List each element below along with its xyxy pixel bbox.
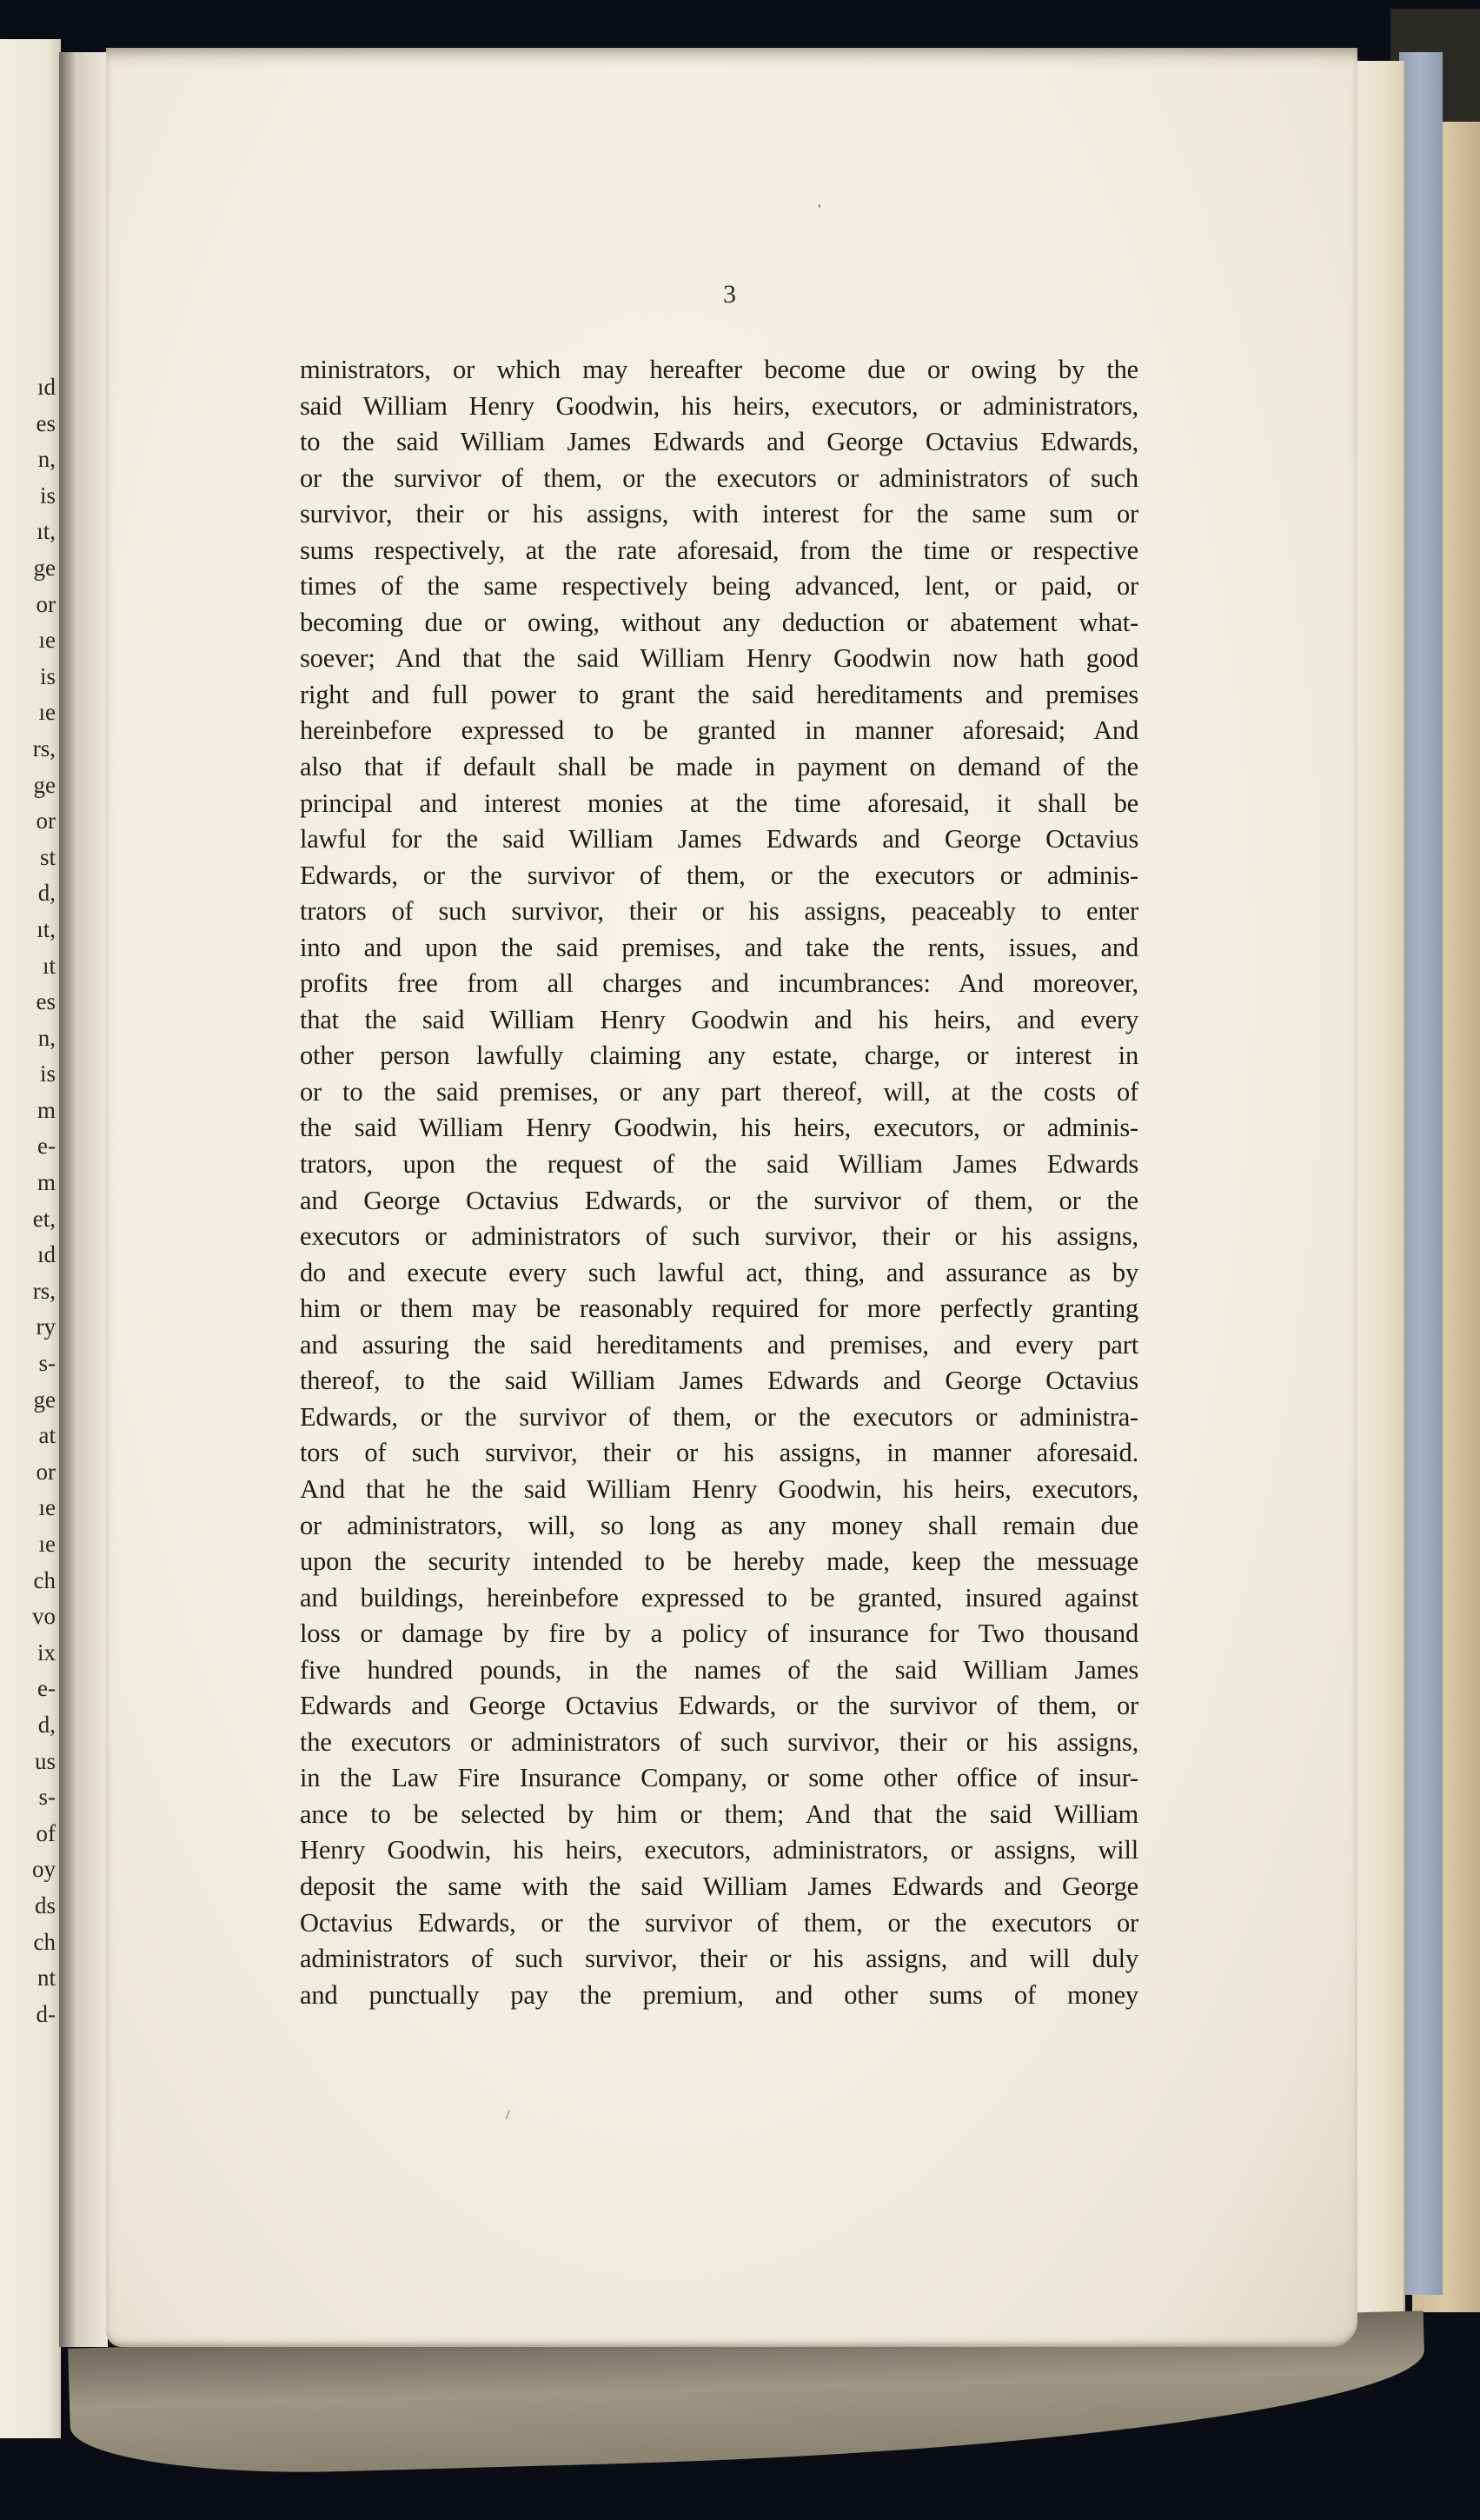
text-line: and assuring the said hereditaments and premises, and every part	[300, 1329, 1138, 1360]
text-line: in the Law Fire Insurance Company, or some other office of insur-	[300, 1763, 1138, 1793]
facing-page-line-fragment: ıe	[38, 699, 56, 726]
facing-page-line-fragment: es	[36, 988, 56, 1015]
facing-page-line-fragment: ıe	[38, 1531, 56, 1557]
text-line: sums respectively, at the rate aforesaid, from the time or respective	[300, 535, 1138, 565]
text-line: other person lawfully claiming any estate, charge, or interest in	[300, 1041, 1138, 1071]
text-line: survivor, their or his assigns, with interest for the same sum or	[300, 499, 1138, 529]
text-line: Edwards, or the survivor of them, or the executors or administra-	[300, 1401, 1138, 1432]
facing-page-line-fragment: ch	[33, 1928, 56, 1955]
facing-page-line-fragment: nt	[37, 1965, 56, 1991]
text-line: upon the security intended to be hereby made, keep the messuage	[300, 1546, 1138, 1577]
facing-page-line-fragment: es	[36, 409, 56, 436]
facing-page-line-fragment: ıt	[42, 952, 56, 979]
text-line: the said William Henry Goodwin, his heirs, executors, or adminis-	[300, 1113, 1138, 1143]
facing-page-line-fragment: st	[39, 843, 56, 870]
text-line: ance to be selected by him or them; And that the said William	[300, 1799, 1138, 1829]
facing-page-line-fragment: is	[39, 482, 56, 509]
facing-page-line-fragment: ıd	[37, 374, 56, 400]
text-line: times of the same respectively being advanced, lent, or paid, or	[300, 571, 1138, 602]
text-line: administrators of such survivor, their or his assigns, and will duly	[300, 1944, 1138, 1974]
text-line: principal and interest monies at the time aforesaid, it shall be	[300, 788, 1138, 818]
text-line: do and execute every such lawful act, thing, and assurance as by	[300, 1257, 1138, 1287]
facing-page	[0, 39, 61, 2438]
text-line: loss or damage by fire by a policy of insurance for Two thousand	[300, 1619, 1138, 1649]
facing-page-line-fragment: s-	[38, 1784, 56, 1811]
text-line: Octavius Edwards, or the survivor of them, or the executors or	[300, 1907, 1138, 1938]
facing-page-line-fragment: n,	[37, 1024, 56, 1051]
facing-page-line-fragment: of	[36, 1819, 56, 1846]
facing-page-line-fragment: ıt,	[37, 518, 56, 545]
facing-page-line-fragment: ch	[33, 1566, 56, 1593]
facing-page-line-fragment: at	[38, 1422, 56, 1449]
text-line: or the survivor of them, or the executors or administrators of such	[300, 462, 1138, 493]
book-gutter	[59, 52, 108, 2347]
facing-page-line-fragment: ıe	[38, 627, 56, 654]
text-line: And that he the said William Henry Goodwin, his heirs, executors,	[300, 1473, 1138, 1504]
facing-page-line-fragment: is	[39, 662, 56, 689]
facing-page-line-fragment: ıt,	[37, 915, 56, 942]
text-line: that the said William Henry Goodwin and his heirs, and every	[300, 1004, 1138, 1034]
text-line: becoming due or owing, without any deduction or abatement what-	[300, 607, 1138, 637]
ink-speck: /	[506, 2108, 510, 2123]
text-line: thereof, to the said William James Edwards and George Octavius	[300, 1366, 1138, 1396]
body-text	[300, 352, 1138, 2013]
text-line: into and upon the said premises, and take the rents, issues, and	[300, 932, 1138, 962]
page-number: 3	[723, 280, 736, 309]
text-line: the executors or administrators of such survivor, their or his assigns,	[300, 1726, 1138, 1757]
text-line: to the said William James Edwards and George Octavius Edwards,	[300, 427, 1138, 457]
text-line: trators, upon the request of the said William James Edwards	[300, 1149, 1138, 1180]
text-line: lawful for the said William James Edwards and George Octavius	[300, 824, 1138, 854]
facing-page-line-fragment: ge	[33, 771, 56, 798]
text-line: Edwards, or the survivor of them, or the executors or adminis-	[300, 860, 1138, 890]
text-line: tors of such survivor, their or his assigns, in manner aforesaid.	[300, 1438, 1138, 1468]
page-stack-edge	[1351, 61, 1405, 2330]
text-line: him or them may be reasonably required for more perfectly granting	[300, 1293, 1138, 1324]
facing-page-line-fragment: d,	[37, 1711, 56, 1738]
facing-page-line-fragment: s-	[38, 1350, 56, 1377]
text-line: executors or administrators of such survivor, their or his assigns,	[300, 1221, 1138, 1252]
facing-page-line-fragment: vo	[32, 1603, 56, 1630]
text-line: Henry Goodwin, his heirs, executors, administrators, or assigns, will	[300, 1835, 1138, 1865]
text-line: or to the said premises, or any part thereof, will, at the costs of	[300, 1076, 1138, 1107]
text-line: also that if default shall be made in payment on demand of the	[300, 752, 1138, 782]
text-line: and buildings, hereinbefore expressed to be granted, insured against	[300, 1582, 1138, 1612]
facing-page-line-fragment: ıe	[38, 1494, 56, 1521]
text-line: deposit the same with the said William James Edwards and George	[300, 1871, 1138, 1901]
facing-page-text-fragments	[0, 369, 61, 2032]
text-line: said William Henry Goodwin, his heirs, executors, or administrators,	[300, 390, 1138, 421]
facing-page-line-fragment: et,	[32, 1205, 56, 1232]
facing-page-line-fragment: ry	[36, 1313, 56, 1340]
facing-page-line-fragment: ix	[37, 1639, 56, 1666]
facing-page-line-fragment: ıd	[37, 1241, 56, 1268]
text-line: ministrators, or which may hereafter become due or owing by the	[300, 355, 1138, 384]
text-line: or administrators, will, so long as any money shall remain due	[300, 1510, 1138, 1540]
facing-page-line-fragment: ge	[33, 554, 56, 581]
facing-page-line-fragment: is	[39, 1061, 56, 1087]
facing-page-line-fragment: or	[36, 1458, 56, 1485]
facing-page-line-fragment: e-	[37, 1133, 56, 1160]
text-line: profits free from all charges and incumbrances: And moreover,	[300, 968, 1138, 999]
facing-page-line-fragment: or	[36, 808, 56, 834]
facing-page-line-fragment: or	[36, 590, 56, 617]
facing-page-line-fragment: us	[34, 1747, 56, 1774]
ink-speck: ’	[817, 203, 822, 217]
page-edge-blue-paper	[1399, 52, 1443, 2295]
text-line: trators of such survivor, their or his assigns, peaceably to enter	[300, 896, 1138, 927]
facing-page-line-fragment: m	[37, 1169, 56, 1196]
facing-page-line-fragment: rs,	[32, 735, 56, 761]
text-line: five hundred pounds, in the names of the said William James	[300, 1654, 1138, 1685]
text-line: Edwards and George Octavius Edwards, or the survivor of them, or	[300, 1691, 1138, 1721]
facing-page-line-fragment: ge	[33, 1386, 56, 1413]
text-line: right and full power to grant the said hereditaments and premises	[300, 679, 1138, 709]
facing-page-line-fragment: e-	[37, 1675, 56, 1702]
text-line: hereinbefore expressed to be granted in manner aforesaid; And	[300, 715, 1138, 746]
text-line: and punctually pay the premium, and other sums of money	[300, 1979, 1138, 2010]
text-line: soever; And that the said William Henry Goodwin now hath good	[300, 643, 1138, 674]
facing-page-line-fragment: oy	[32, 1856, 56, 1883]
facing-page-line-fragment: rs,	[32, 1277, 56, 1304]
facing-page-line-fragment: n,	[37, 446, 56, 473]
facing-page-line-fragment: d,	[37, 880, 56, 907]
text-line: and George Octavius Edwards, or the survivor of them, or the	[300, 1185, 1138, 1215]
facing-page-line-fragment: ds	[34, 1892, 56, 1918]
facing-page-line-fragment: d-	[36, 2000, 56, 2027]
facing-page-line-fragment: m	[37, 1096, 56, 1123]
